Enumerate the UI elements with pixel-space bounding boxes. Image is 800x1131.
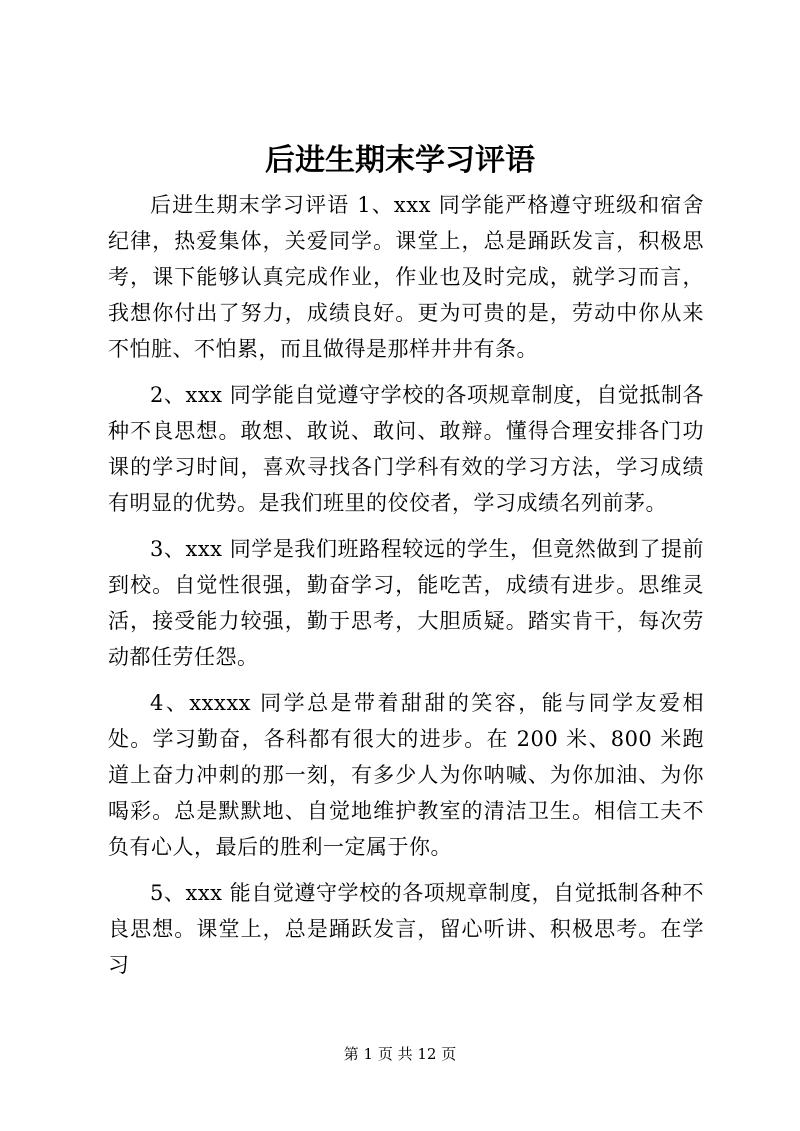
paragraph-1: 后进生期末学习评语 1、xxx 同学能严格遵守班级和宿舍纪律，热爱集体，关爱同学。课堂上，总是踊跃发言，积极思考，课下能够认真完成作业，作业也及时完成，就学习而言，我想你付出了努力，成绩良好。更为可贵的是，劳动中你从来不怕脏、不怕累，而且做得是那样井井有条。 xyxy=(108,193,704,361)
paragraph-5: 5、xxx 能自觉遵守学校的各项规章制度，自觉抵制各种不良思想。课堂上，总是踊跃发言，留心听讲、积极思考。在学习 xyxy=(108,881,704,977)
document-title: 后进生期末学习评语 xyxy=(265,143,535,178)
document-body xyxy=(108,187,704,983)
page-number-footer: 第 1 页 共 12 页 xyxy=(343,1045,457,1063)
paragraph-2: 2、xxx 同学能自觉遵守学校的各项规章制度，自觉抵制各种不良思想。敢想、敢说、敢问、敢辩。懂得合理安排各门功课的学习时间，喜欢寻找各门学科有效的学习方法，学习成绩有明显的优势。是我们班里的佼佼者，学习成绩名列前茅。 xyxy=(108,383,704,515)
paragraph-4: 4、xxxxx 同学总是带着甜甜的笑容，能与同学友爱相处。学习勤奋，各科都有很大的进步。在 200 米、800 米跑道上奋力冲刺的那一刻，有多少人为你呐喊、为你加油、为你喝彩。总是默默地、自觉地维护教室的清洁卫生。相信工夫不负有心人，最后的胜利一定属于你。 xyxy=(108,691,704,859)
paragraph-3: 3、xxx 同学是我们班路程较远的学生，但竟然做到了提前到校。自觉性很强，勤奋学习，能吃苦，成绩有进步。思维灵活，接受能力较强，勤于思考，大胆质疑。踏实肯干，每次劳动都任劳任怨。 xyxy=(108,537,704,669)
